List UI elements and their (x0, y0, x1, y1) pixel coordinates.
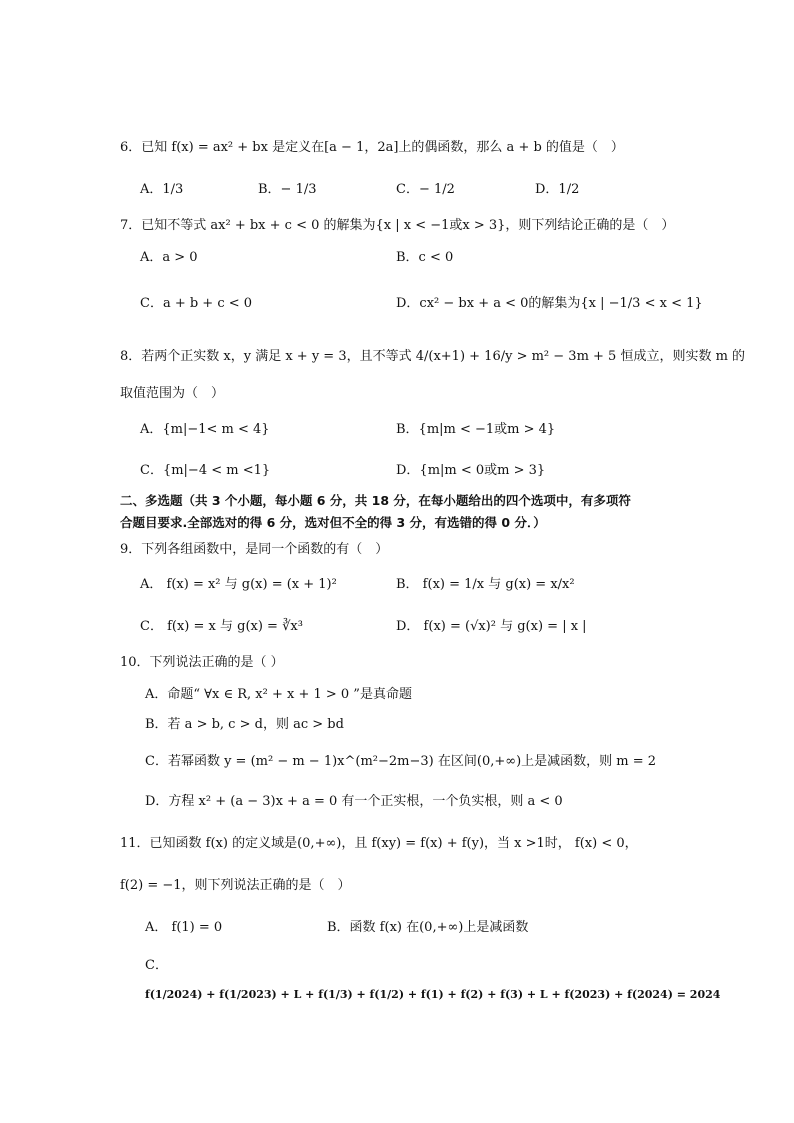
question-8-stem: 8．若两个正实数 x，y 满足 x + y = 3，且不等式 4/(x+1) + 16/y > m² − 3m + 5 恒成立，则实数 m 的 (120, 349, 746, 364)
question-6-stem: 6．已知 f(x) = ax² + bx 是定义在[a − 1，2a]上的偶函数，那么 a + b 的值是（ ） (120, 140, 624, 155)
q7-option-d: D．cx² − bx + a < 0的解集为{x | −1/3 < x < 1} (396, 296, 703, 311)
question-11-stem-cont: f(2) = −1，则下列说法正确的是（ ） (120, 878, 351, 893)
q6-option-d: D．1/2 (535, 182, 580, 197)
section-2-instructions: 合题目要求.全部选对的得 6 分，选对但不全的得 3 分，有选错的得 0 分．） (120, 515, 546, 530)
q11-option-a: A． f(1) = 0 (145, 920, 223, 935)
question-10-stem: 10．下列说法正确的是（ ） (120, 655, 284, 670)
q11-option-c-formula: f(1/2024) + f(1/2023) + L + f(1/3) + f(1/2) + f(1) + f(2) + f(3) + L + f(2023) + f(2024) = 2024 (145, 988, 721, 1001)
q7-option-b: B．c < 0 (396, 250, 454, 265)
q10-option-c: C．若幂函数 y = (m² − m − 1)x^(m²−2m−3) 在区间(0,+∞)上是减函数，则 m = 2 (145, 754, 657, 769)
q6-option-b: B．− 1/3 (258, 182, 317, 197)
q9-option-c: C． f(x) = x 与 g(x) = ∛x³ (140, 619, 303, 634)
q9-option-a: A． f(x) = x² 与 g(x) = (x + 1)² (140, 577, 337, 592)
q8-option-d: D．{m|m < 0或m > 3} (396, 463, 546, 478)
q10-option-b: B．若 a > b, c > d，则 ac > bd (145, 717, 344, 732)
q11-option-c: C． (145, 958, 168, 973)
question-7-stem: 7．已知不等式 ax² + bx + c < 0 的解集为{x | x < −1或x > 3}，则下列结论正确的是（ ） (120, 218, 675, 233)
q6-option-a: A．1/3 (140, 182, 184, 197)
question-9-stem: 9．下列各组函数中，是同一个函数的有（ ） (120, 542, 389, 557)
q6-option-c: C．− 1/2 (396, 182, 455, 197)
question-11-stem: 11．已知函数 f(x) 的定义域是(0,+∞)，且 f(xy) = f(x) + f(y)，当 x >1时， f(x) < 0， (120, 836, 638, 851)
section-2-heading: 二、多选题（共 3 个小题，每小题 6 分，共 18 分，在每小题给出的四个选项中，有多项符 (120, 493, 631, 508)
q9-option-b: B． f(x) = 1/x 与 g(x) = x/x² (396, 577, 575, 592)
q8-option-a: A．{m|−1< m < 4} (140, 422, 270, 437)
q7-option-c: C．a + b + c < 0 (140, 296, 253, 311)
q10-option-a: A．命题“ ∀x ∈ R, x² + x + 1 > 0 ”是真命题 (145, 687, 412, 702)
q9-option-d: D． f(x) = (√x)² 与 g(x) = | x | (396, 619, 587, 634)
q10-option-d: D．方程 x² + (a − 3)x + a = 0 有一个正实根，一个负实根，则 a < 0 (145, 794, 563, 809)
q8-option-c: C．{m|−4 < m <1} (140, 463, 271, 478)
q11-option-b: B．函数 f(x) 在(0,+∞)上是减函数 (327, 920, 529, 935)
q8-option-b: B．{m|m < −1或m > 4} (396, 422, 556, 437)
question-8-stem-cont: 取值范围为（ ） (120, 386, 225, 401)
q7-option-a: A．a > 0 (140, 250, 198, 265)
